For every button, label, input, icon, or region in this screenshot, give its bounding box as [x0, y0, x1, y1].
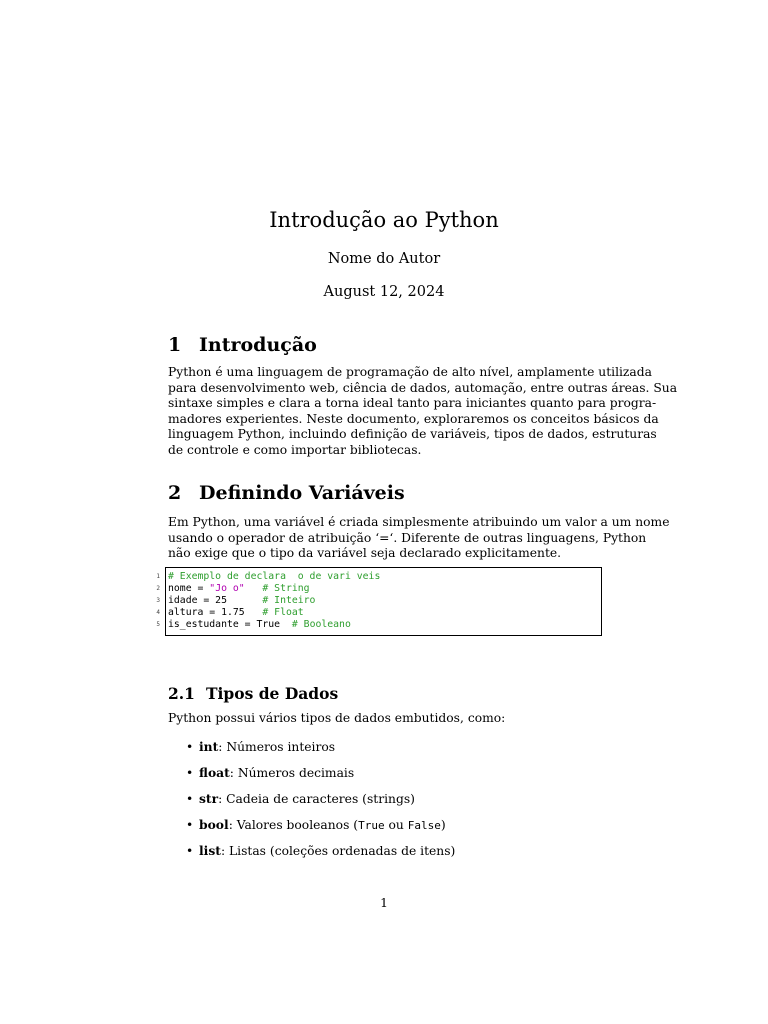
list-item	[186, 843, 455, 859]
code-spacing	[227, 595, 262, 606]
bullet-icon: •	[186, 740, 194, 754]
code-line-number: 4	[156, 609, 160, 616]
paragraph-line: usando o operador de atribuição ‘=‘. Diferente de outras linguagens, Python	[168, 530, 647, 545]
inline-code: False	[407, 819, 441, 832]
document-title: Introdução ao Python	[269, 208, 499, 232]
code-spacing	[245, 583, 263, 594]
code-line	[168, 595, 315, 607]
section-1-heading	[168, 333, 317, 357]
paragraph-line: de controle e como importar bibliotecas.	[168, 442, 422, 457]
code-comment: # Float	[262, 607, 304, 618]
section-2-paragraph	[168, 515, 670, 562]
type-term: list	[199, 843, 221, 858]
code-line	[168, 583, 310, 595]
inline-code: True	[358, 819, 385, 832]
code-comment: # Booleano	[291, 619, 351, 630]
bullet-icon: •	[186, 844, 194, 858]
code-string: "Jo o"	[209, 583, 245, 594]
code-line-number: 2	[156, 585, 160, 592]
list-item	[186, 791, 415, 807]
type-description: )	[440, 818, 446, 832]
code-line	[168, 619, 351, 631]
paragraph-line: madores experientes. Neste documento, exploraremos os conceitos básicos da	[168, 411, 659, 426]
code-text: nome =	[168, 583, 210, 594]
paragraph-line: Python possui vários tipos de dados embutidos, como:	[168, 711, 506, 725]
code-spacing	[280, 619, 292, 630]
code-text: is_estudante = True	[168, 619, 281, 630]
section-title: Definindo Variáveis	[199, 482, 405, 504]
subsection-2-1-heading	[168, 684, 338, 704]
code-line-number: 5	[156, 621, 160, 628]
section-number: 1	[168, 334, 182, 356]
paragraph-line: não exige que o tipo da variável seja declarado explicitamente.	[168, 546, 562, 561]
document-author: Nome do Autor	[327, 251, 441, 267]
code-line-number: 1	[156, 573, 160, 580]
list-item	[186, 765, 354, 781]
type-term: str	[199, 791, 219, 806]
bullet-icon: •	[186, 792, 194, 806]
bullet-icon: •	[186, 766, 194, 780]
type-term: int	[199, 739, 219, 754]
type-description: : Cadeia de caracteres (strings)	[218, 792, 415, 806]
section-2-heading	[168, 481, 405, 505]
list-item	[186, 739, 335, 755]
section-1-paragraph	[168, 365, 678, 459]
subsection-number: 2.1	[168, 684, 195, 703]
section-title: Introdução	[199, 334, 317, 356]
code-comment: # Exemplo de declara o de vari veis	[168, 571, 381, 582]
paragraph-line: sintaxe simples e clara a torna ideal tanto para iniciantes quanto para progra-	[168, 396, 657, 411]
paragraph-line: Em Python, uma variável é criada simplesmente atribuindo um valor a um nome	[168, 515, 670, 529]
paragraph-line: para desenvolvimento web, ciência de dados, automação, entre outras áreas. Sua	[168, 380, 678, 395]
type-description: : Listas (coleções ordenadas de itens)	[220, 844, 456, 858]
code-text: altura = 1.75	[168, 607, 245, 618]
code-text: idade = 25	[168, 595, 227, 606]
section-number: 2	[168, 482, 182, 504]
type-description: : Valores booleanos (	[228, 818, 359, 832]
type-description: : Números inteiros	[218, 740, 336, 754]
paragraph-line: linguagem Python, incluindo definição de variáveis, tipos de dados, estruturas	[168, 427, 657, 442]
subsection-title: Tipos de Dados	[206, 684, 339, 703]
subsection-intro	[168, 711, 600, 727]
type-description: : Números decimais	[229, 766, 355, 780]
code-comment: # Inteiro	[262, 595, 316, 606]
code-spacing	[245, 607, 263, 618]
code-line	[168, 607, 304, 619]
bullet-icon: •	[186, 818, 194, 832]
code-comment: # String	[262, 583, 310, 594]
type-term: float	[199, 765, 230, 780]
document-date: August 12, 2024	[323, 284, 445, 300]
type-term: bool	[199, 817, 229, 832]
code-line	[168, 571, 380, 583]
paragraph-line: Python é uma linguagem de programação de alto nível, amplamente utilizada	[168, 365, 652, 379]
type-description: ou	[384, 818, 408, 832]
list-item	[186, 817, 446, 834]
code-line-number: 3	[156, 597, 160, 604]
page-number: 1	[380, 896, 388, 910]
